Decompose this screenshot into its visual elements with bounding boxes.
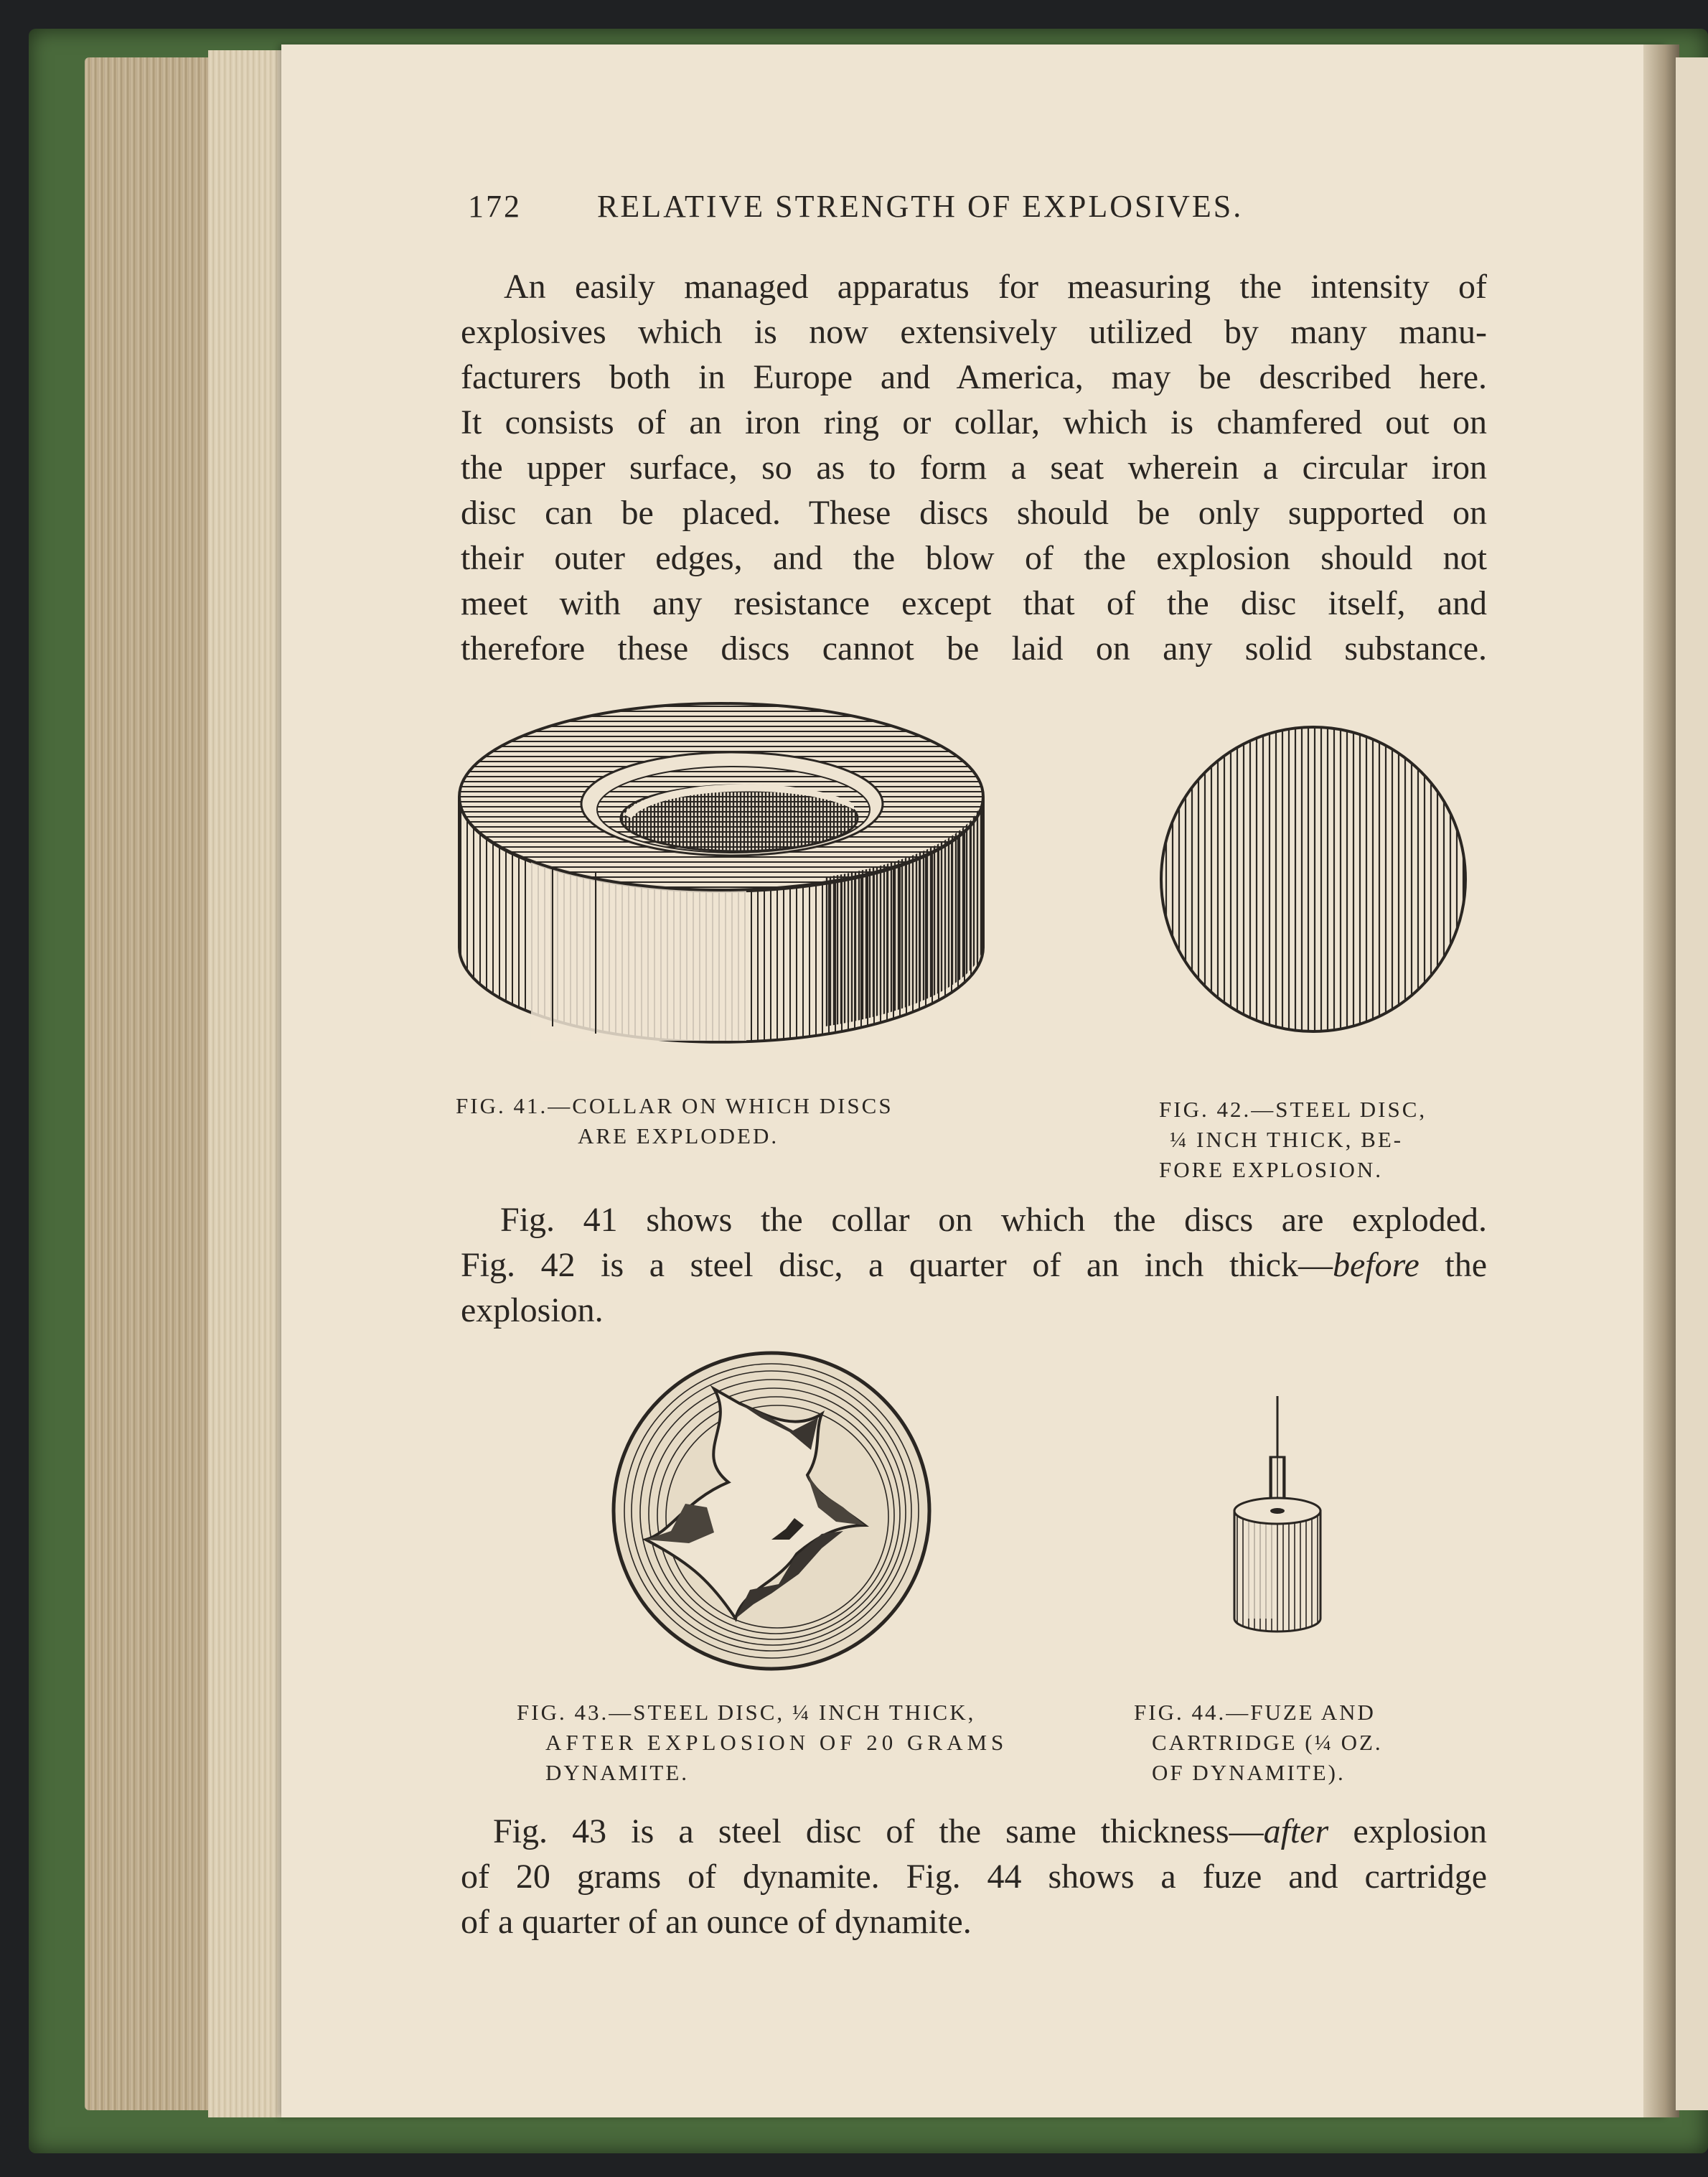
book-gutter (1643, 45, 1679, 2117)
caption-line: FIG. 42.—STEEL DISC, (1159, 1097, 1427, 1122)
text-line: explosives which is now extensively utilized by many manu- (461, 313, 1487, 351)
text-line: It consists of an iron ring or collar, which is chamfered out on (461, 403, 1487, 441)
fig43-broken-disc-illustration (606, 1346, 937, 1676)
facing-page-edge (1676, 57, 1708, 2110)
text-line: of a quarter of an ounce of dynamite. (461, 1903, 972, 1941)
fig44-caption (1134, 1698, 1383, 1788)
caption-line: ¼ INCH THICK, BE- (1170, 1127, 1404, 1152)
paragraph-3 (461, 1809, 1487, 1944)
text-line: their outer edges, and the blow of the explosion should not (461, 539, 1487, 577)
text-segment: the (1419, 1246, 1487, 1284)
text-line (461, 1242, 1487, 1288)
fig41-collar-illustration (452, 689, 998, 1077)
text-line: facturers both in Europe and America, may be described here. (461, 358, 1487, 396)
caption-line: FIG. 43.—STEEL DISC, ¼ INCH THICK, (517, 1700, 976, 1725)
fig42-caption (1159, 1095, 1427, 1185)
text-segment: Fig. 43 is a steel disc of the same thickness— (493, 1812, 1264, 1850)
caption-line: FIG. 41.—COLLAR ON WHICH DISCS (456, 1093, 893, 1118)
caption-line: AFTER EXPLOSION OF 20 GRAMS (545, 1730, 1008, 1755)
text-segment: explosion (1328, 1812, 1487, 1850)
caption-line: OF DYNAMITE). (1152, 1760, 1346, 1785)
caption-line: FIG. 44.—FUZE AND (1134, 1700, 1376, 1725)
paragraph-2 (461, 1197, 1487, 1333)
text-line: Fig. 41 shows the collar on which the discs are exploded. (500, 1201, 1487, 1239)
paragraph-1 (461, 264, 1487, 671)
text-line: the upper surface, so as to form a seat wherein a circular iron (461, 449, 1487, 487)
caption-line: ARE EXPLODED. (578, 1123, 779, 1148)
italic-word-after: after (1263, 1812, 1329, 1850)
text-line: disc can be placed. These discs should be only supported on (461, 494, 1487, 532)
text-line: of 20 grams of dynamite. Fig. 44 shows a fuze and cartridge (461, 1858, 1487, 1896)
text-line: therefore these discs cannot be laid on any solid substance. (461, 629, 1487, 668)
caption-line: CARTRIDGE (¼ OZ. (1152, 1730, 1383, 1755)
text-line: explosion. (461, 1291, 604, 1329)
text-segment: Fig. 42 is a steel disc, a quarter of an inch thick— (461, 1246, 1333, 1284)
running-title: RELATIVE STRENGTH OF EXPLOSIVES. (597, 189, 1244, 224)
fig44-fuze-cartridge-illustration (1224, 1396, 1331, 1640)
text-line: meet with any resistance except that of the disc itself, and (461, 584, 1487, 622)
page-number: 172 (468, 189, 522, 224)
fig42-steel-disc-illustration (1145, 721, 1482, 1037)
italic-word-before: before (1332, 1246, 1420, 1284)
text-line: An easily managed apparatus for measuring the intensity of (504, 268, 1487, 306)
caption-line: FORE EXPLOSION. (1159, 1157, 1383, 1182)
running-header (468, 188, 1487, 225)
caption-line: DYNAMITE. (545, 1760, 690, 1785)
fig43-caption (517, 1698, 1008, 1788)
fig41-caption (456, 1091, 893, 1151)
text-line (461, 1809, 1487, 1854)
